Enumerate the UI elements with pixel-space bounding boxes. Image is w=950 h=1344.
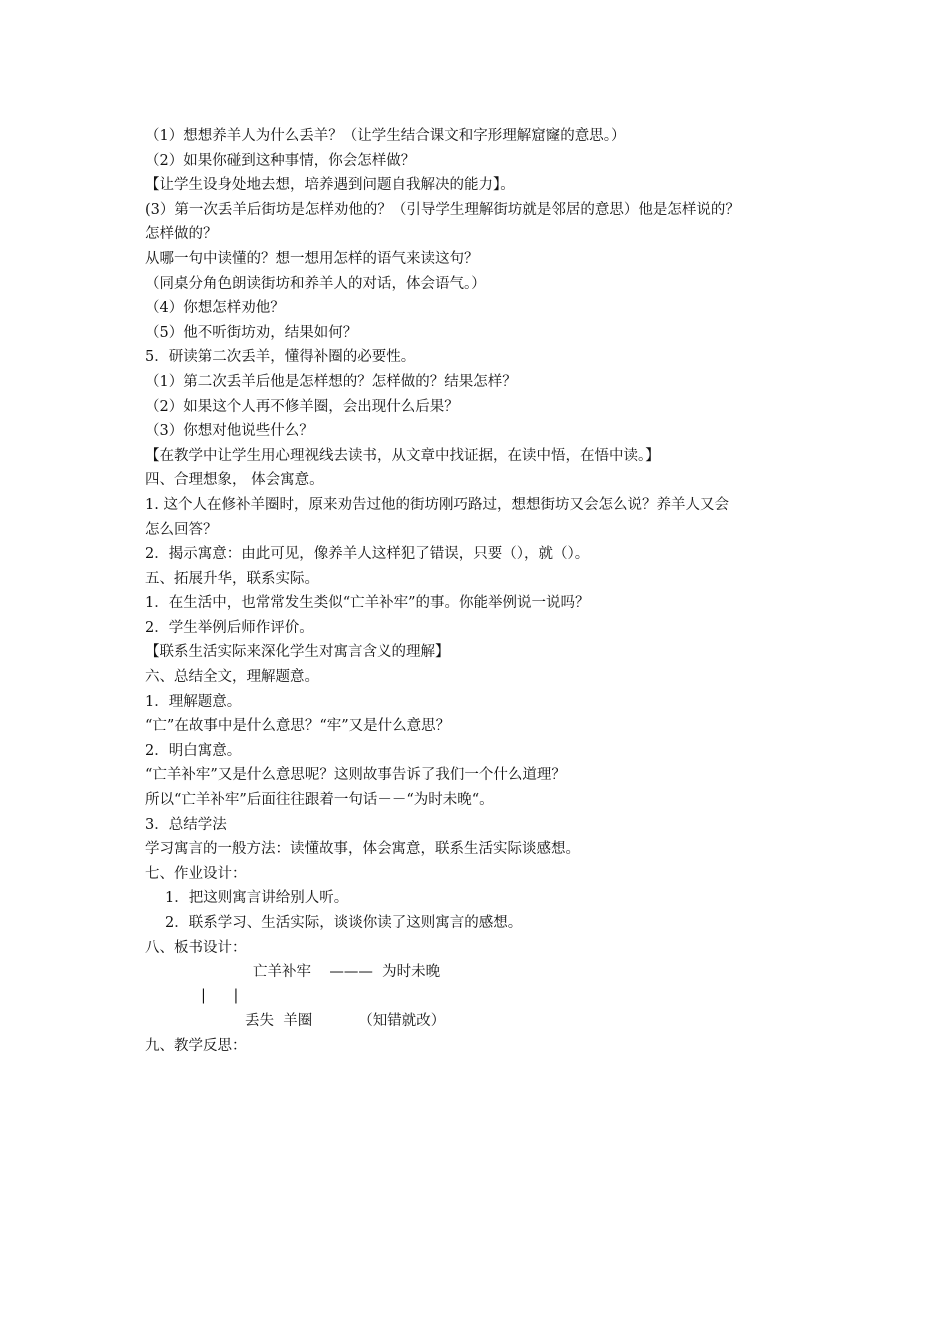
homework-item: 1．把这则寓言讲给别人听。 <box>165 890 349 907</box>
text-line: 所以“亡羊补牢”后面往往跟着一句话－－“为时未晚“。 <box>145 792 494 809</box>
lesson-plan-body <box>145 124 825 1059</box>
text-line: (3）第一次丢羊后街坊是怎样劝他的？（引导学生理解街坊就是邻居的意思）他是怎样说的？ <box>145 201 740 218</box>
section-heading: 六、总结全文，理解题意。 <box>145 669 319 686</box>
text-line: （4）你想怎样劝他？ <box>145 300 285 317</box>
text-line: （3）你想对他说些什么？ <box>145 423 314 440</box>
section-heading: 五、拓展升华，联系实际。 <box>145 570 319 587</box>
text-line: 【联系生活实际来深化学生对寓言含义的理解】 <box>145 644 450 661</box>
homework-item: 2．联系学习、生活实际，谈谈你读了这则寓言的感想。 <box>165 915 523 931</box>
blackboard-design <box>145 960 825 1034</box>
text-line: 【让学生设身处地去想，培养遇到问题自我解决的能力】。 <box>145 177 515 194</box>
board-row-title: 亡羊补牢 ——— 为时未晚 <box>253 964 441 981</box>
text-line: 1．在生活中，也常常发生类似“亡羊补牢”的事。你能举例说一说吗？ <box>145 595 590 612</box>
text-line: 学习寓言的一般方法：读懂故事，体会寓意，联系生活实际谈感想。 <box>145 841 580 858</box>
board-row-details: 丢失 羊圈 （知错就改） <box>245 1013 446 1030</box>
section-heading: 八、板书设计： <box>145 939 247 956</box>
text-line: 3．总结学法 <box>145 816 227 833</box>
section-heading: 九、教学反思： <box>145 1038 247 1055</box>
text-line: 2．学生举例后师作评价。 <box>145 619 314 636</box>
board-row-connectors: | | <box>201 988 239 1005</box>
text-line: “亡”在故事中是什么意思？“牢”又是什么意思？ <box>145 718 451 735</box>
text-line: 从哪一句中读懂的？想一想用怎样的语气来读这句？ <box>145 250 479 267</box>
text-line: “亡羊补牢”又是什么意思呢？这则故事告诉了我们一个什么道理？ <box>145 767 566 784</box>
text-line: 怎么回答？ <box>145 521 218 538</box>
text-line: （1）想想养羊人为什么丢羊？（让学生结合课文和字形理解窟窿的意思。） <box>145 128 626 144</box>
text-line: 1. 这个人在修补羊圈时，原来劝告过他的街坊刚巧路过，想想街坊又会怎么说？养羊人又会 <box>145 496 729 513</box>
text-line: （5）他不听街坊劝，结果如何？ <box>145 324 358 341</box>
text-line: 【在教学中让学生用心理视线去读书，从文章中找证据，在读中悟，在悟中读。】 <box>145 447 660 464</box>
text-line: （1）第二次丢羊后他是怎样想的？怎样做的？结果怎样？ <box>145 373 517 390</box>
section-heading: 四、合理想象， 体会寓意。 <box>145 472 324 489</box>
text-line: 1．理解题意。 <box>145 693 242 710</box>
text-line: 怎样做的？ <box>145 226 218 243</box>
text-line: 5．研读第二次丢羊，懂得补圈的必要性。 <box>145 349 416 366</box>
section-heading: 七、作业设计： <box>145 865 247 882</box>
text-line: （2）如果这个人再不修羊圈，会出现什么后果？ <box>145 398 459 415</box>
text-line: 2．明白寓意。 <box>145 742 242 759</box>
text-line: （同桌分角色朗读街坊和养羊人的对话，体会语气。） <box>145 275 486 292</box>
text-line: （2）如果你碰到这种事情，你会怎样做？ <box>145 152 416 169</box>
text-line: 2．揭示寓意：由此可见，像养羊人这样犯了错误，只要（），就（）。 <box>145 546 590 563</box>
